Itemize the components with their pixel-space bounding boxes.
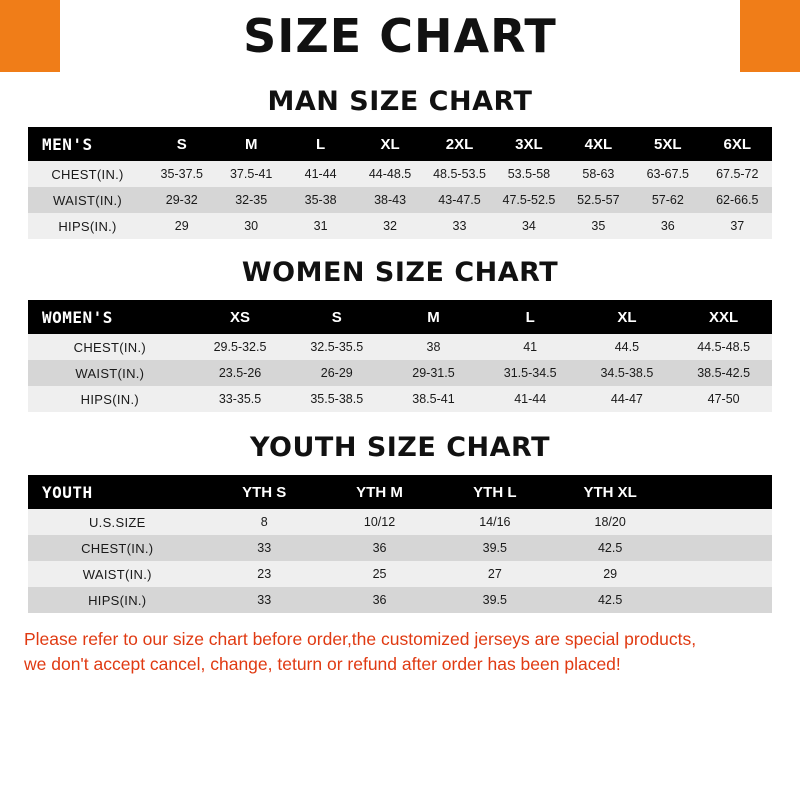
cell: 35-37.5	[147, 161, 216, 187]
cell: 27	[437, 561, 552, 587]
cell: 10/12	[322, 509, 437, 535]
col-header-men-2: L	[286, 127, 355, 161]
cell: 36	[322, 587, 437, 613]
table-row	[28, 386, 772, 412]
cell: 41-44	[286, 161, 355, 187]
row-label-men-hips: HIPS(IN.)	[28, 213, 147, 239]
cell: 18/20	[552, 509, 667, 535]
row-label-women-chest: CHEST(IN.)	[28, 334, 192, 360]
cell: 36	[633, 213, 702, 239]
cell: 38	[385, 334, 482, 360]
cell: 53.5-58	[494, 161, 563, 187]
youth-size-table	[28, 475, 772, 613]
cell: 48.5-53.5	[425, 161, 494, 187]
cell: 35	[564, 213, 633, 239]
cell: 38-43	[355, 187, 424, 213]
cell: 37	[703, 213, 772, 239]
cell: 33	[207, 535, 322, 561]
cell: 44-47	[579, 386, 676, 412]
row-label-youth-waist: WAIST(IN.)	[28, 561, 207, 587]
col-header-youth-spacer	[668, 475, 772, 509]
table-header-row	[28, 300, 772, 334]
cell-spacer	[668, 587, 772, 613]
cell: 33-35.5	[192, 386, 289, 412]
table-row	[28, 161, 772, 187]
row-label-youth-ussize: U.S.SIZE	[28, 509, 207, 535]
cell: 23	[207, 561, 322, 587]
cell: 36	[322, 535, 437, 561]
header-banner	[0, 0, 800, 72]
cell: 58-63	[564, 161, 633, 187]
cell: 52.5-57	[564, 187, 633, 213]
col-header-women-3: L	[482, 300, 579, 334]
cell: 23.5-26	[192, 360, 289, 386]
cell: 32	[355, 213, 424, 239]
table-header-row	[28, 127, 772, 161]
row-label-men-waist: WAIST(IN.)	[28, 187, 147, 213]
table-row	[28, 334, 772, 360]
table-row	[28, 360, 772, 386]
page-title: SIZE CHART	[243, 9, 557, 63]
row-label-women-waist: WAIST(IN.)	[28, 360, 192, 386]
cell: 37.5-41	[216, 161, 285, 187]
cell: 32-35	[216, 187, 285, 213]
cell: 29-32	[147, 187, 216, 213]
table-row	[28, 213, 772, 239]
col-header-women-2: M	[385, 300, 482, 334]
cell: 39.5	[437, 535, 552, 561]
cell: 47.5-52.5	[494, 187, 563, 213]
cell: 25	[322, 561, 437, 587]
col-header-men-5: 3XL	[494, 127, 563, 161]
cell: 31	[286, 213, 355, 239]
cell: 57-62	[633, 187, 702, 213]
cell: 32.5-35.5	[288, 334, 385, 360]
section-title-youth: YOUTH SIZE CHART	[249, 432, 551, 463]
cell: 31.5-34.5	[482, 360, 579, 386]
cell: 39.5	[437, 587, 552, 613]
cell: 44.5-48.5	[675, 334, 772, 360]
cell: 26-29	[288, 360, 385, 386]
col-header-youth-0: YTH S	[207, 475, 322, 509]
col-header-women-1: S	[288, 300, 385, 334]
youth-table-wrap	[0, 475, 800, 613]
cell: 63-67.5	[633, 161, 702, 187]
col-header-youth-1: YTH M	[322, 475, 437, 509]
cell: 29	[147, 213, 216, 239]
table-row	[28, 187, 772, 213]
banner-inner-panel	[60, 0, 740, 72]
row-header-label-women: WOMEN'S	[28, 300, 192, 334]
cell: 38.5-41	[385, 386, 482, 412]
cell: 42.5	[552, 535, 667, 561]
cell: 41-44	[482, 386, 579, 412]
cell-spacer	[668, 561, 772, 587]
cell: 8	[207, 509, 322, 535]
cell: 43-47.5	[425, 187, 494, 213]
row-header-label-men: MEN'S	[28, 127, 147, 161]
footer-note-line1: Please refer to our size chart before order,the customized jerseys are special products,	[24, 629, 697, 649]
women-size-table	[28, 300, 772, 412]
col-header-men-1: M	[216, 127, 285, 161]
table-row	[28, 509, 772, 535]
cell: 33	[425, 213, 494, 239]
footer-note-line2: we don't accept cancel, change, teturn or refund after order has been placed!	[24, 654, 621, 675]
cell: 44.5	[579, 334, 676, 360]
man-table-wrap	[0, 127, 800, 239]
cell: 44-48.5	[355, 161, 424, 187]
col-header-youth-3: YTH XL	[552, 475, 667, 509]
cell: 34.5-38.5	[579, 360, 676, 386]
col-header-women-4: XL	[579, 300, 676, 334]
women-table-wrap	[0, 300, 800, 412]
table-header-row	[28, 475, 772, 509]
cell: 67.5-72	[703, 161, 772, 187]
cell: 47-50	[675, 386, 772, 412]
row-label-women-hips: HIPS(IN.)	[28, 386, 192, 412]
cell-spacer	[668, 535, 772, 561]
cell-spacer	[668, 509, 772, 535]
col-header-men-8: 6XL	[703, 127, 772, 161]
cell: 29.5-32.5	[192, 334, 289, 360]
col-header-women-0: XS	[192, 300, 289, 334]
col-header-men-3: XL	[355, 127, 424, 161]
col-header-men-7: 5XL	[633, 127, 702, 161]
footer-note	[0, 627, 800, 678]
cell: 30	[216, 213, 285, 239]
man-size-table	[28, 127, 772, 239]
cell: 29-31.5	[385, 360, 482, 386]
section-title-man: MAN SIZE CHART	[267, 86, 533, 117]
col-header-men-4: 2XL	[425, 127, 494, 161]
cell: 14/16	[437, 509, 552, 535]
cell: 42.5	[552, 587, 667, 613]
row-label-youth-chest: CHEST(IN.)	[28, 535, 207, 561]
row-label-men-chest: CHEST(IN.)	[28, 161, 147, 187]
col-header-youth-2: YTH L	[437, 475, 552, 509]
cell: 41	[482, 334, 579, 360]
cell: 33	[207, 587, 322, 613]
cell: 35.5-38.5	[288, 386, 385, 412]
col-header-men-6: 4XL	[564, 127, 633, 161]
cell: 29	[552, 561, 667, 587]
table-row	[28, 535, 772, 561]
cell: 35-38	[286, 187, 355, 213]
cell: 38.5-42.5	[675, 360, 772, 386]
section-title-women: WOMEN SIZE CHART	[241, 257, 559, 288]
cell: 34	[494, 213, 563, 239]
row-header-label-youth: YOUTH	[28, 475, 207, 509]
col-header-men-0: S	[147, 127, 216, 161]
cell: 62-66.5	[703, 187, 772, 213]
table-row	[28, 561, 772, 587]
table-row	[28, 587, 772, 613]
row-label-youth-hips: HIPS(IN.)	[28, 587, 207, 613]
col-header-women-5: XXL	[675, 300, 772, 334]
